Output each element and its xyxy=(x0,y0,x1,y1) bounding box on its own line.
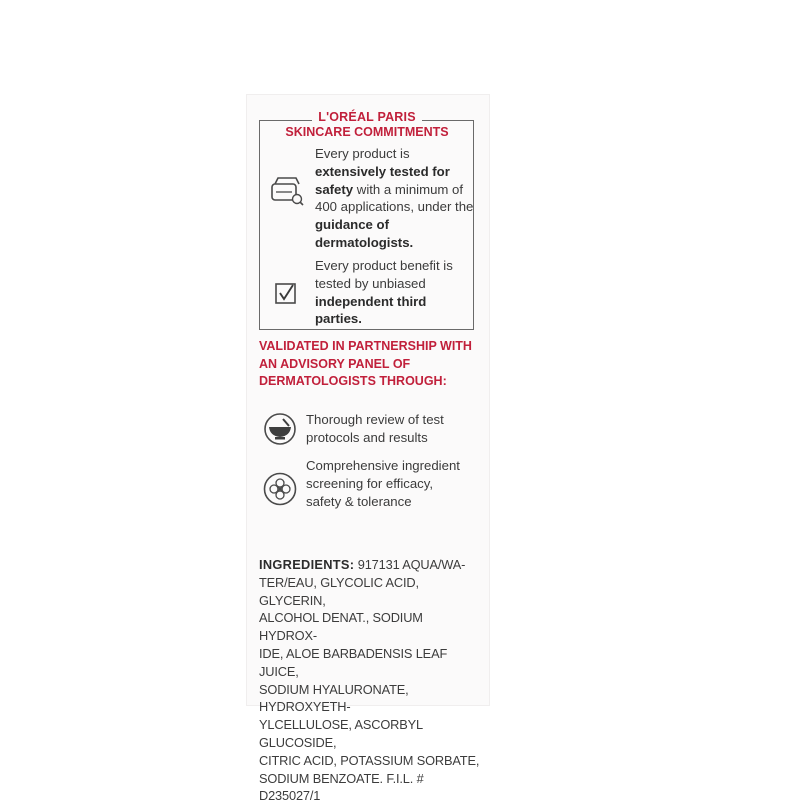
ingredients-line-5: SODIUM HYALURONATE, HYDROXYETH- xyxy=(259,681,409,715)
commitment-item-2: Every product benefit is tested by unbiased independent third parties. xyxy=(315,258,453,327)
ingredients-line-2: TER/EAU, GLYCOLIC ACID, GLYCERIN, xyxy=(259,574,419,608)
ingredients-label: INGREDIENTS: xyxy=(259,557,355,572)
validated-item-2: Comprehensive ingredient screening for efficacy, safety & tolerance xyxy=(306,458,460,509)
checkbox-icon xyxy=(274,280,298,306)
ingredients-line-4: IDE, ALOE BARBADENSIS LEAF JUICE, xyxy=(259,645,448,679)
ingredients-line-8: SODIUM BENZOATE. F.I.L. # D235027/1 xyxy=(259,770,424,804)
validated-heading: VALIDATED IN PARTNERSHIP WITH AN ADVISORY PANEL OF DERMATOLOGISTS THROUGH: xyxy=(259,339,472,388)
mortar-bowl-icon xyxy=(262,412,298,446)
ingredients-line-7: CITRIC ACID, POTASSIUM SORBATE, xyxy=(259,752,480,768)
validated-item-1: Thorough review of test protocols and results xyxy=(306,412,444,445)
cream-jar-icon xyxy=(268,172,304,208)
ingredients-list xyxy=(259,556,481,805)
ingredients-line-1: INGREDIENTS: 917131 AQUA/WA- xyxy=(259,557,466,572)
brand-name: L'ORÉAL PARIS xyxy=(312,109,421,126)
commitment-item-1: Every product is extensively tested for safety with a minimum of 400 applications, under the guidance of dermatologists. xyxy=(315,146,474,250)
commitments-heading: SKINCARE COMMITMENTS xyxy=(285,125,449,139)
molecule-icon xyxy=(262,471,298,507)
ingredients-line-6: YLCELLULOSE, ASCORBYL GLUCOSIDE, xyxy=(259,717,423,750)
ingredients-line-3: ALCOHOL DENAT., SODIUM HYDROX- xyxy=(259,610,423,644)
